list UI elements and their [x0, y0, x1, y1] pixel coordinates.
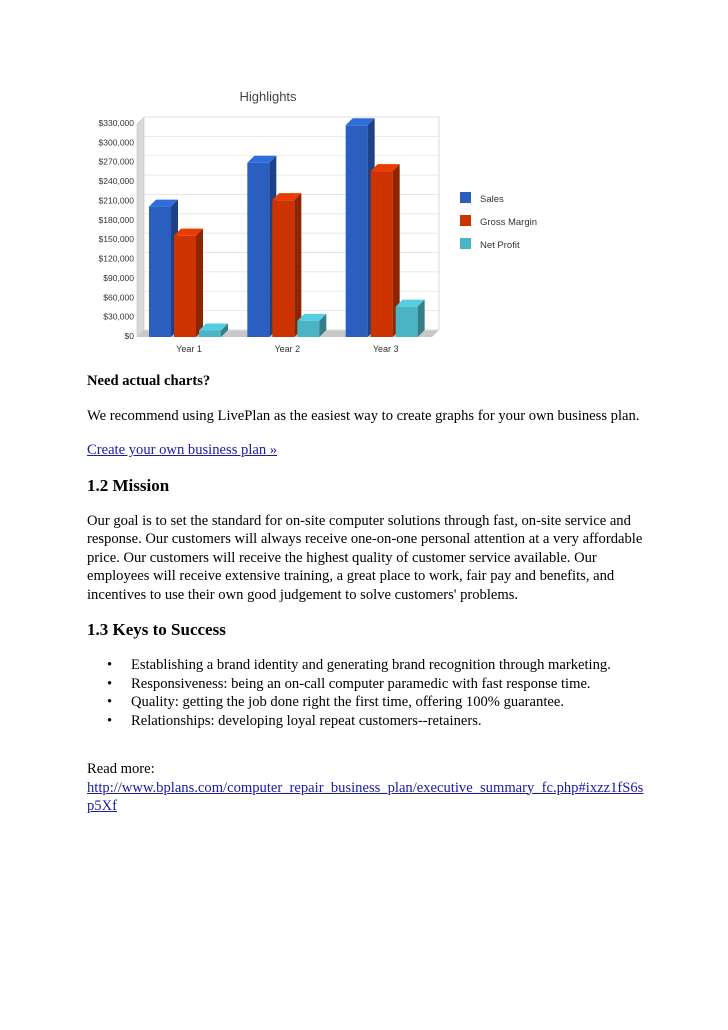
keys-list — [87, 656, 647, 730]
bar — [371, 164, 400, 337]
y-tick-label: $300,000 — [98, 137, 134, 148]
bullet-icon: • — [107, 657, 113, 673]
create-plan-link[interactable]: Create your own business plan » — [87, 442, 278, 458]
legend-swatch — [460, 192, 471, 203]
y-tick-label: $180,000 — [98, 214, 134, 225]
read-more-label: Read more: — [87, 761, 155, 777]
bar — [174, 229, 203, 337]
bar — [297, 314, 326, 337]
y-tick-label: $0 — [124, 331, 134, 341]
read-more-link[interactable]: http://www.bplans.com/computer_repair_business_plan/executive_summary_fc.php#ixzz1fS6sp5Xf — [87, 779, 644, 814]
x-tick-label: Year 2 — [274, 344, 301, 354]
y-tick-label: $240,000 — [98, 176, 134, 187]
legend-swatch — [460, 215, 471, 226]
legend-swatch — [460, 238, 471, 249]
bullet-icon: • — [107, 694, 113, 710]
x-tick-label: Year 3 — [372, 344, 399, 354]
list-item: • Establishing a brand identity and generating brand recognition through marketing. — [107, 657, 611, 673]
y-tick-label: $60,000 — [103, 292, 134, 303]
legend-label: Gross Margin — [480, 217, 538, 228]
bar — [346, 118, 375, 337]
mission-text: Our goal is to set the standard for on-site computer solutions through fast, on-site service and response. Our customers will always receive one-on-one personal attention at a very affordable price. Our customers will receive the highest quality of customer service available. Our employees will receive extensive training, a great place to work, fair pay and benefits, and incentives to use their own good judgement to solve customers' problems. — [87, 512, 643, 603]
y-tick-label: $30,000 — [103, 311, 134, 322]
chart-side-wall — [137, 117, 144, 337]
x-tick-label: Year 1 — [176, 344, 202, 354]
keys-heading: 1.3 Keys to Success — [87, 620, 226, 639]
promo-title: Need actual charts? — [87, 373, 211, 389]
legend-label: Net Profit — [480, 240, 520, 251]
promo-text: We recommend using LivePlan as the easiest way to create graphs for your own business plan. — [87, 407, 640, 424]
list-item: • Responsiveness: being an on-call computer paramedic with fast response time. — [107, 675, 591, 692]
y-tick-label: $210,000 — [98, 195, 134, 206]
bar — [149, 200, 178, 337]
bar — [247, 156, 276, 337]
y-tick-label: $90,000 — [103, 272, 134, 283]
y-tick-label: $270,000 — [98, 156, 134, 167]
bar — [272, 193, 301, 337]
y-tick-label: $330,000 — [98, 118, 134, 128]
bullet-icon: • — [107, 675, 113, 692]
mission-heading: 1.2 Mission — [87, 475, 170, 495]
list-item: • Relationships: developing loyal repeat customers--retainers. — [107, 712, 482, 729]
y-tick-label: $120,000 — [98, 253, 134, 264]
y-tick-label: $150,000 — [98, 234, 134, 245]
bullet-icon: • — [107, 712, 113, 729]
legend-label: Sales — [480, 194, 504, 205]
chart-title: Highlights — [239, 89, 297, 104]
highlights-chart — [84, 84, 564, 354]
list-item: • Quality: getting the job done right the first time, offering 100% guarantee. — [107, 694, 564, 710]
bar — [396, 300, 425, 337]
